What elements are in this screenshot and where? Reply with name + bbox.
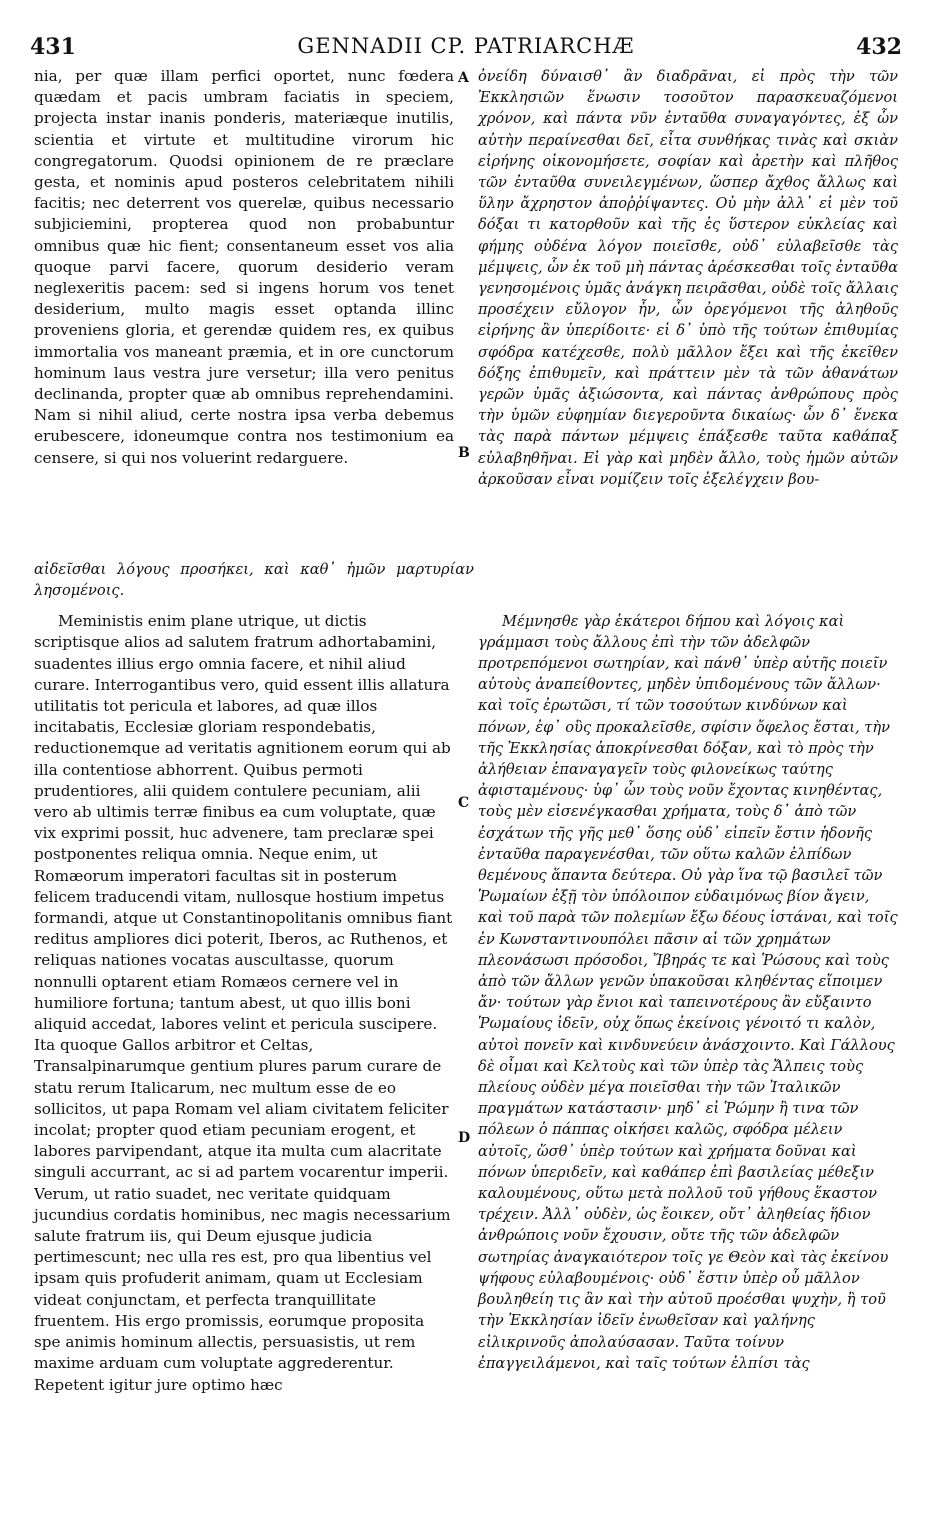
greek-column-bottom <box>478 596 898 1389</box>
greek-paragraph-2: Μέμνησθε γὰρ ἑκάτεροι δήπου καὶ λόγοις καὶ γράμμασι τοὺς ἄλλους ἐπὶ τὴν τῶν ἀδελφῶν προτρεπόμενοι σωτηρίαν, καὶ πάνθ᾽ ὑπὲρ αὐτῆς ποιεῖν αὐτοὺς ἀναπείθοντες, μηδὲν ὑπιδομένους τῶν ἄλλων· καὶ τοῖς ἐρωτῶσι, τί τῶν τοσούτων κινδύνων καὶ πόνων, ἐφ᾽ οὓς προκαλεῖσθε, σφίσιν ὄφελος ἔσται, τὴν τῆς Ἐκκλησίας ἀποκρίνεσθαι δόξαν, καὶ τὸ πρὸς τὴν ἀλήθειαν ἐπαναγαγεῖν τοὺς φιλονείκως ταύτης ἀφισταμένους· ὑφ᾽ ὧν τοὺς νοῦν ἔχοντας κινηθέντας, τοὺς μὲν εἰσενέγκασθαι χρήματα, τοὺς δ᾽ ἀπὸ τῶν ἐσχάτων τῆς γῆς μεθ᾽ ὅσης οὐδ᾽ εἰπεῖν ἔστιν ἡδονῆς ἐνταῦθα παραγενέσθαι, τῶν οὕτω καλῶν ἐλπίδων θεμένους ἅπαντα δεύτερα. Οὐ γὰρ ἵνα τῷ βασιλεῖ τῶν Ῥωμαίων ἐξῇ τὸν ὑπόλοιπον εὐδαιμόνως βίον ἄγειν, καὶ τοῦ παρὰ τῶν πολεμίων ἔξω δέους ἱστάναι, καὶ τοῖς ἐν Κωνσταντινουπόλει πᾶσιν αἱ τῶν χρημάτων πλεονάσωσι πρόσοδοι, Ἴβηράς τε καὶ Ῥώσους καὶ τοὺς ἀπὸ τῶν ἄλλων γενῶν ὑπακοῦσαι κληθέντας εἴποιμεν ἄν· τούτων γὰρ ἔνιοι καὶ ταπεινοτέρους ἂν εὔξαιντο Ῥωμαίους ἰδεῖν, οὐχ ὅπως ἐκείνοις γένοιτό τι καλὸν, αὐτοὶ πονεῖν καὶ κινδυνεύειν ἀνάσχοιντο. Καὶ Γάλλους δὲ οἶμαι καὶ Κελτοὺς καὶ τῶν ὑπὲρ τὰς Ἄλπεις τοὺς πλείους οὐδὲν μέγα ποιεῖσθαι τὴν τῶν Ἰταλικῶν πραγμάτων κατάστασιν· μηδ᾽ εἰ Ῥώμην ἢ τινα τῶν πόλεων ὁ πάππας οἰκήσει καλῶς, σφόδρα μέλειν αὐτοῖς, ὥσθ᾽ ὑπὲρ τούτων καὶ χρήματα δοῦναι καὶ πόνων ὑπεριδεῖν, καὶ καθάπερ ἐπὶ βασιλείας μέθεξιν καλουμένους, οὕτω μετὰ πολλοῦ τοῦ γήθους ἕκαστον τρέχειν. Ἀλλ᾽ οὐδὲν, ὡς ἔοικεν, οὔτ᾽ ἀληθείας ἥδιον ἀνθρώποις νοῦν ἔχουσιν, οὔτε τῆς τῶν ἀδελφῶν σωτηρίας ἀναγκαιότερον τοῖς γε Θεὸν καὶ τὰς ἐκείνου ψήφους εὐλαβουμένοις· οὐδ᾽ ἔστιν ὑπὲρ οὗ μᾶλλον βουληθείη τις ἂν καὶ τὴν αὐτοῦ προέσθαι ψυχὴν, ἢ τοῦ τὴν Ἐκκλησίαν ἰδεῖν ἑνωθεῖσαν καὶ γαλήνης εἰλικρινοῦς ἀπολαύσασαν. Ταῦτα τοίνυν ἐπαγγειλάμενοι, καὶ ταῖς τούτων ἐλπίσι τὰς <box>478 612 898 1372</box>
section-marker-c: C <box>458 795 470 811</box>
greek-paragraph-1: ὀνείδη δύναισθ᾽ ἂν διαδρᾶναι, εἰ πρὸς τὴν τῶν Ἐκκλησιῶν ἕνωσιν τοσοῦτον παρασκευαζόμενοι χρόνον, καὶ πάντα νῦν ἐνταῦθα συναγαγόντες, ἐξ ὧν αὐτὴν περαίνεσθαι δεῖ, εἶτα συνθήκας τινὰς καὶ σκιὰν εἰρήνης οἰκονομήσετε, σοφίαν καὶ ἀρετὴν καὶ πλῆθος τῶν ἐνταῦθα συνειλεγμένων, ὥσπερ ἄχθος ἄλλως καὶ ὕλην ἄχρηστον ἀποῤῥίψαντες. Οὐ μὴν ἀλλ᾽ εἰ μὲν τοῦ δόξαι τι κατορθοῦν καὶ τῆς ἐς ὕστερον εὐκλείας καὶ φήμης οὐδένα λόγον ποιεῖσθε, οὐδ᾽ εὐλαβεῖσθε τὰς μέμψεις, ὧν ἐκ τοῦ μὴ πάντας ἀρέσκεσθαι τοῖς ἐνταῦθα γενησομένοις ὑμᾶς ἀνάγκη πειρᾶσθαι, οὐδὲ τοῖς ἄλλαις προσέχειν εὔλογον ἦν, ὧν ὀρεγόμενοι τῆς ἀληθοῦς εἰρήνης ἂν ὑπερίδοιτε· εἰ δ᾽ ὑπὸ τῆς τούτων ἐπιθυμίας σφόδρα κατέχεσθε, πολὺ μᾶλλον ἔξει καὶ τῆς ἐκεῖθεν δόξης ἐπιθυμεῖν, καὶ πράττειν μὲν τὰ τῶν ἀθανάτων γερῶν ὑμᾶς ἀξιώσοντα, καὶ πάντας ἀνθρώπους πρὸς τὴν ὑμῶν εὐφημίαν διεγεροῦντα δικαίως· ὧν δ᾽ ἕνεκα τὰς παρὰ πάντων μέμψεις ἐπάξεσθε ταῦτα καθάπαξ εὐλαβηθῆναι. Εἰ γὰρ καὶ μηδὲν ἄλλο, τοὺς ἡμῶν αὐτῶν ἀρκοῦσαν εἶναι νομίζειν τοῖς ἐξελέγχειν βου- <box>478 68 898 488</box>
latin-column-top <box>34 66 454 469</box>
greek-bridge-line <box>34 544 900 599</box>
latin-column-bottom <box>34 596 454 1411</box>
page-number-right: 432 <box>856 34 902 60</box>
running-header <box>30 34 902 64</box>
greek-column-top <box>478 66 898 490</box>
section-marker-a: A <box>458 70 469 86</box>
section-marker-d: D <box>458 1130 471 1146</box>
latin-paragraph-1: nia, per quæ illam perfici oportet, nunc fœdera quædam et pacis umbram faciatis in speciem, projecta instar inanis ponderis, materiæque inutilis, scientia et virtute et multitudine virorum hic congregatorum. Quodsi opinionem de re præclare gesta, et nominis apud posteros celebritatem nihili facitis; nec deterrent vos querelæ, quibus necessario subjiciemini, propterea quod non probabuntur omnibus quæ hic fient; consentaneum esset vos alia quoque parvi facere, quorum desiderio veram neglexeritis pacem: sed si ingens horum vos tenet desiderium, multo magis esset optanda illinc proveniens gloria, et gerendæ quidem res, ex quibus immortalia vos maneant præmia, et in ore cunctorum hominum laus vestra jure versetur; illa vero penitus declinanda, propter quæ ab omnibus reprehendamini. Nam si nihil aliud, certe nostra ipsa verba debemus erubescere, idoneumque contra nos testimonium ea censere, si qui nos voluerint redarguere. <box>34 67 454 467</box>
running-title: GENNADII CP. PATRIARCHÆ <box>297 34 635 58</box>
latin-paragraph-2: Meministis enim plane utrique, ut dictis scriptisque alios ad salutem fratrum adhortabamini, suadentes illius ergo omnia facere, et nihil aliud curare. Interrogantibus vero, quid essent illis allatura utilitatis tot pericula et labores, ad quæ illos incitabatis, Ecclesiæ gloriam respondebatis, reductionemque ad veritatis agnitionem eorum qui ab illa contentiose abhorrent. Quibus permoti prudentiores, alii quidem contulere pecuniam, alii vero ab ultimis terræ finibus ea cum voluptate, quæ vix exprimi possit, huc advenere, tam preclaræ spei postponentes reliqua omnia. Neque enim, ut Romæorum imperatori facultas sit in posterum felicem traducendi vitam, nullosque hostium impetus formandi, atque ut Constantinopolitanis omnibus fiant reditus ampliores dici poterit, Iberos, ac Ruthenos, et reliquas nationes vocatas auscultasse, quorum nonnulli optarent etiam Romæos cernere vel in humiliore fortuna; tantum abest, ut quo illis boni aliquid accedat, labores velint et pericula suscipere. Ita quoque Gallos arbitror et Celtas, Transalpinarumque gentium plures parum curare de statu rerum Italicarum, nec multum esse de eo sollicitos, ut papa Romam vel aliam civitatem feliciter incolat; propter quod etiam pecuniam erogent, et labores parvipendant, atque ita multa cum alacritate singuli accurrant, ac si ad partem vocarentur imperii. Verum, ut ratio suadet, nec veritate quidquam jucundius cordatis hominibus, nec magis necessarium salute fratrum iis, qui Deum ejusque judicia pertimescunt; nec ulla res est, pro qua libentius vel ipsam quis profuderit animam, quam ut Ecclesiam videat conjunctam, et perfecta tranquillitate fruentem. His ergo promissis, eorumque proposita spe animis hominum allectis, persuasistis, ut rem maxime arduam cum voluptate aggrederentur. Repetent igitur jure optimo hæc <box>34 612 453 1394</box>
section-marker-b: B <box>458 445 470 461</box>
greek-bridge-text: αἰδεῖσθαι λόγους προσήκει, καὶ καθ᾽ ἡμῶν μαρτυρίαν λησομένοις. <box>34 560 474 599</box>
page-number-left: 431 <box>30 34 76 60</box>
